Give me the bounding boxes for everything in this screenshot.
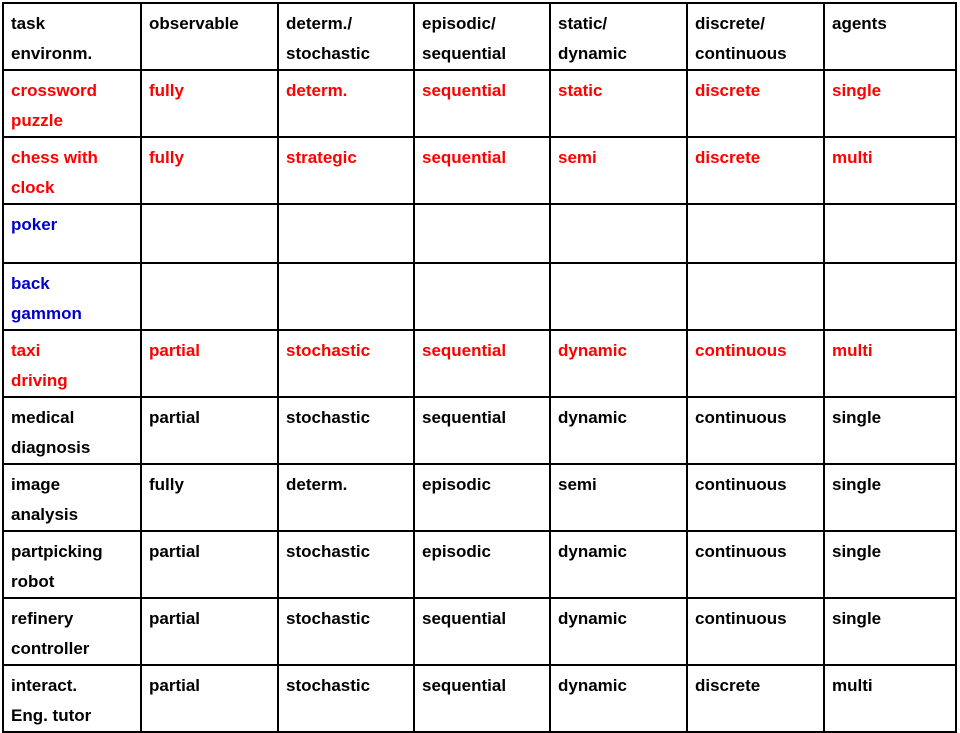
environment-name-line: driving — [11, 371, 68, 390]
property-cell: sequential — [414, 70, 550, 137]
property-cell: fully — [141, 464, 278, 531]
environment-name-line: medical — [11, 408, 75, 427]
property-cell — [414, 204, 550, 263]
property-cell: multi — [824, 137, 956, 204]
header-line: static/ — [558, 14, 608, 33]
property-cell: episodic — [414, 531, 550, 598]
property-cell: partial — [141, 397, 278, 464]
environment-name-cell — [3, 330, 141, 397]
property-cell — [687, 263, 824, 330]
table-row — [3, 464, 956, 531]
environment-name-line: robot — [11, 572, 55, 591]
property-cell: dynamic — [550, 330, 687, 397]
environment-name-line: refinery — [11, 609, 74, 628]
property-cell: discrete — [687, 665, 824, 732]
table-row — [3, 70, 956, 137]
environment-name-line: interact. — [11, 676, 78, 695]
environment-name-cell — [3, 263, 141, 330]
environment-name-line: Eng. tutor — [11, 706, 92, 725]
property-cell: stochastic — [278, 531, 414, 598]
property-cell: single — [824, 397, 956, 464]
task-environment-table — [2, 2, 957, 733]
table-row — [3, 531, 956, 598]
property-cell — [278, 204, 414, 263]
header-cell-episodic-sequential — [414, 3, 550, 70]
property-cell: semi — [550, 137, 687, 204]
table-row — [3, 397, 956, 464]
environment-name-line: controller — [11, 639, 90, 658]
environment-name-line: poker — [11, 215, 58, 234]
property-cell: continuous — [687, 330, 824, 397]
environment-name-line: back — [11, 274, 50, 293]
header-line: agents — [832, 14, 887, 33]
property-cell: multi — [824, 665, 956, 732]
property-cell: fully — [141, 70, 278, 137]
header-cell-task-environment — [3, 3, 141, 70]
environment-name-line: chess with — [11, 148, 98, 167]
property-cell: static — [550, 70, 687, 137]
property-cell: sequential — [414, 397, 550, 464]
property-cell — [550, 204, 687, 263]
property-cell — [824, 204, 956, 263]
header-cell-observable — [141, 3, 278, 70]
property-cell: sequential — [414, 665, 550, 732]
property-cell: semi — [550, 464, 687, 531]
environment-name-line: analysis — [11, 505, 79, 524]
property-cell: discrete — [687, 70, 824, 137]
environment-name-cell — [3, 137, 141, 204]
environment-name-cell — [3, 665, 141, 732]
property-cell: strategic — [278, 137, 414, 204]
table-row — [3, 137, 956, 204]
header-cell-discrete-continuous — [687, 3, 824, 70]
environment-name-cell — [3, 531, 141, 598]
property-cell: dynamic — [550, 397, 687, 464]
environment-name-line: gammon — [11, 304, 82, 323]
property-cell: stochastic — [278, 598, 414, 665]
environment-name-line: puzzle — [11, 111, 63, 130]
environment-name-line: crossword — [11, 81, 97, 100]
property-cell: partial — [141, 330, 278, 397]
table-body — [3, 3, 956, 732]
property-cell — [414, 263, 550, 330]
table-row — [3, 665, 956, 732]
header-line: dynamic — [558, 44, 627, 63]
property-cell: continuous — [687, 397, 824, 464]
property-cell — [141, 263, 278, 330]
header-line: stochastic — [286, 44, 371, 63]
property-cell — [687, 204, 824, 263]
header-line: discrete/ — [695, 14, 765, 33]
environment-name-line: diagnosis — [11, 438, 91, 457]
property-cell: sequential — [414, 330, 550, 397]
table-row — [3, 204, 956, 263]
header-row — [3, 3, 956, 70]
header-cell-agents — [824, 3, 956, 70]
environment-name-line: partpicking — [11, 542, 103, 561]
property-cell: determ. — [278, 70, 414, 137]
environment-name-cell — [3, 464, 141, 531]
environment-name-cell — [3, 397, 141, 464]
header-line: observable — [149, 14, 239, 33]
property-cell: partial — [141, 531, 278, 598]
property-cell: single — [824, 531, 956, 598]
property-cell — [141, 204, 278, 263]
header-cell-static-dynamic — [550, 3, 687, 70]
header-cell-determ-stochastic — [278, 3, 414, 70]
property-cell: continuous — [687, 531, 824, 598]
property-cell: dynamic — [550, 531, 687, 598]
environment-name-cell — [3, 598, 141, 665]
environment-name-cell — [3, 204, 141, 263]
header-line: continuous — [695, 44, 787, 63]
environment-name-cell — [3, 70, 141, 137]
property-cell: discrete — [687, 137, 824, 204]
property-cell: partial — [141, 665, 278, 732]
header-line: determ./ — [286, 14, 353, 33]
property-cell — [550, 263, 687, 330]
property-cell: single — [824, 464, 956, 531]
property-cell: stochastic — [278, 665, 414, 732]
property-cell: sequential — [414, 598, 550, 665]
table-row — [3, 598, 956, 665]
header-line: task — [11, 14, 46, 33]
property-cell: sequential — [414, 137, 550, 204]
property-cell: dynamic — [550, 665, 687, 732]
property-cell: multi — [824, 330, 956, 397]
property-cell: single — [824, 598, 956, 665]
header-line: environm. — [11, 44, 93, 63]
property-cell: stochastic — [278, 330, 414, 397]
environment-name-line: taxi — [11, 341, 41, 360]
environment-name-line: image — [11, 475, 61, 494]
property-cell: stochastic — [278, 397, 414, 464]
property-cell: continuous — [687, 464, 824, 531]
property-cell: fully — [141, 137, 278, 204]
property-cell — [824, 263, 956, 330]
property-cell: single — [824, 70, 956, 137]
table-row — [3, 263, 956, 330]
header-line: sequential — [422, 44, 507, 63]
property-cell: partial — [141, 598, 278, 665]
property-cell: dynamic — [550, 598, 687, 665]
property-cell — [278, 263, 414, 330]
property-cell: determ. — [278, 464, 414, 531]
header-line: episodic/ — [422, 14, 496, 33]
property-cell: episodic — [414, 464, 550, 531]
environment-name-line: clock — [11, 178, 55, 197]
table-row — [3, 330, 956, 397]
property-cell: continuous — [687, 598, 824, 665]
